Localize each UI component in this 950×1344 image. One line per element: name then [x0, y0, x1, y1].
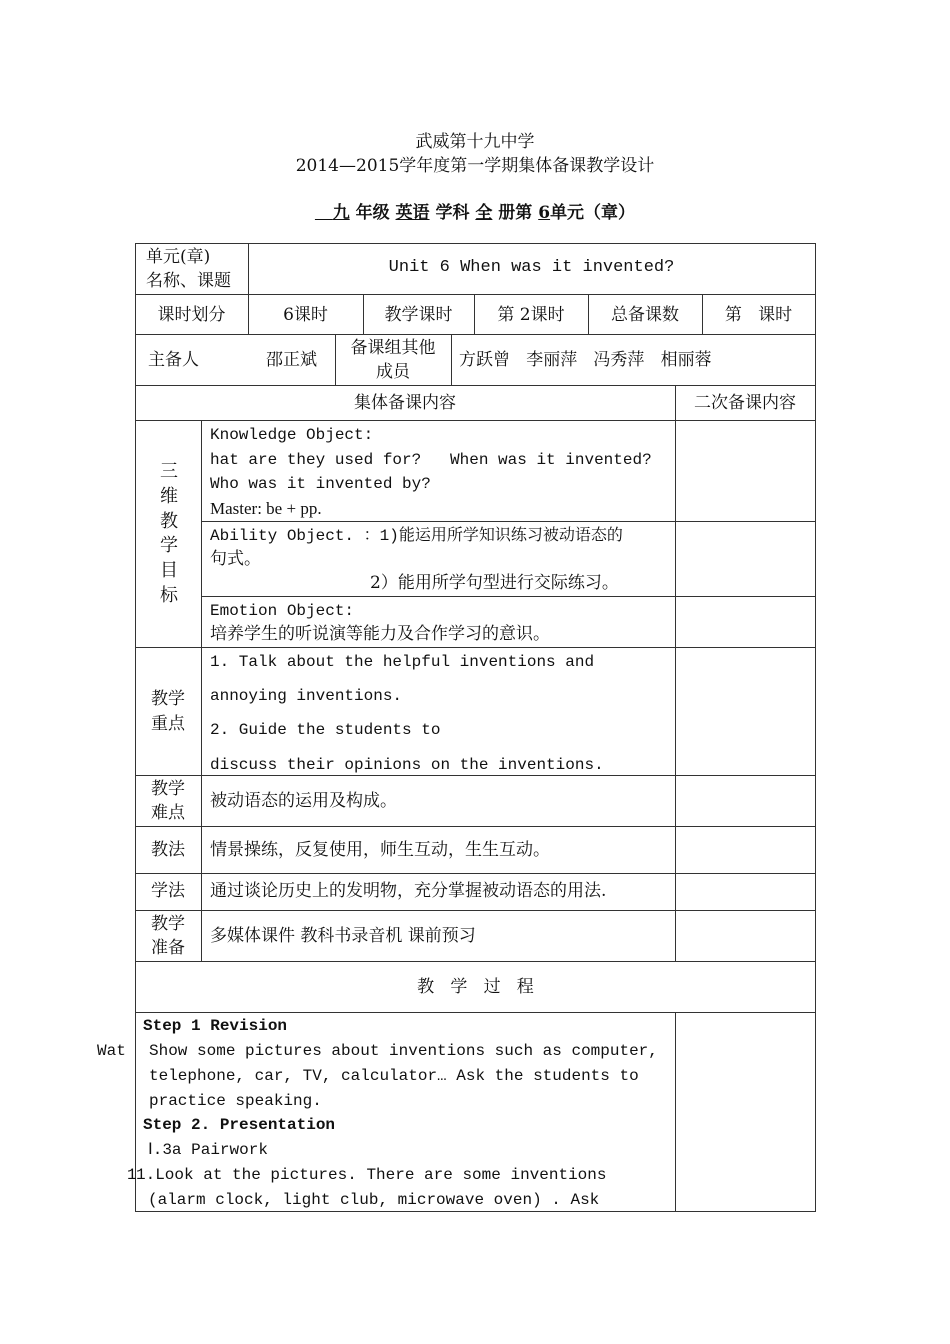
step1-heading: Step 1 Revision	[143, 1017, 288, 1035]
document-title: 2014—2015学年度第一学期集体备课教学设计	[295, 156, 655, 176]
ability-line3: 2）能用所学句型进行交际练习。	[370, 573, 619, 593]
unit-number: 6	[538, 203, 551, 223]
focus-label-line2: 重点	[151, 714, 185, 734]
table-line	[135, 1211, 816, 1212]
prep-label-line1: 教学	[151, 914, 185, 934]
difficulty-value: 被动语态的运用及构成。	[210, 791, 397, 811]
step2-heading: Step 2. Presentation	[143, 1116, 336, 1134]
volume-value: 全	[475, 203, 493, 223]
goals-label-char: 维	[160, 485, 178, 507]
total-label: 总备课数	[611, 305, 679, 325]
table-line	[135, 1012, 816, 1013]
prep-value: 多媒体课件 教科书录音机 课前预习	[210, 926, 476, 946]
subject-value: 英语	[395, 203, 430, 223]
table-line	[675, 385, 676, 961]
unit-title: Unit 6 When was it invented?	[388, 258, 675, 277]
table-line	[135, 826, 816, 827]
method-label: 教法	[151, 840, 185, 860]
knowledge-line: Who was it invented by?	[210, 475, 431, 493]
margin-note: Wat	[97, 1042, 126, 1060]
teach-period-label: 教学课时	[384, 305, 453, 325]
emotion-line1: Emotion Object:	[210, 602, 355, 620]
table-line	[135, 873, 816, 874]
table-line	[451, 334, 452, 385]
goals-label-char: 标	[160, 585, 178, 606]
teach-period-value: 第 2课时	[497, 305, 565, 325]
learning-label: 学法	[151, 881, 185, 901]
ability-line2: 句式。	[210, 549, 261, 569]
focus-line: 2. Guide the students to	[210, 721, 441, 739]
period-label: 课时划分	[157, 305, 226, 325]
table-line	[201, 420, 202, 961]
item-line1: 1.Look at the pictures. There are some inventions	[136, 1166, 607, 1184]
difficulty-label-line2: 难点	[151, 803, 185, 823]
method-value: 情景操练，反复使用，师生互动，生生互动。	[210, 840, 550, 860]
step1-line: practice speaking.	[149, 1092, 322, 1110]
prep-label-line2: 准备	[151, 938, 185, 958]
table-line	[135, 961, 816, 962]
process-title: 教 学 过 程	[417, 977, 534, 997]
focus-line: annoying inventions.	[210, 687, 403, 705]
table-line	[135, 385, 816, 386]
focus-line: 1. Talk about the helpful inventions and	[210, 653, 595, 671]
table-line	[135, 420, 816, 421]
main-preparer-label: 主备人	[148, 350, 199, 370]
table-line	[201, 596, 816, 597]
members-label-line1: 备课组其他	[350, 338, 436, 358]
focus-label-line1: 教学	[151, 689, 185, 709]
table-line	[135, 647, 816, 648]
period-value: 6课时	[283, 305, 328, 325]
members-value: 方跃曾 李丽萍 冯秀萍 相丽蓉	[459, 350, 712, 370]
main-preparer-value: 邵正斌	[266, 350, 317, 370]
focus-line: discuss their opinions on the inventions.	[210, 756, 604, 774]
learning-value: 通过谈论历史上的发明物，充分掌握被动语态的用法.	[210, 881, 607, 901]
unit-heading: 九 年级 英语 学科 全 册第 6单元（章）	[0, 198, 950, 223]
unit-label-line2: 名称、课题	[146, 271, 231, 291]
table-line	[135, 243, 816, 244]
step1-line: Show some pictures about inventions such as computer,	[149, 1042, 658, 1060]
unit-label-line1: 单元(章)	[146, 247, 211, 267]
collective-header: 集体备课内容	[354, 393, 456, 413]
grade-value: 九	[332, 203, 350, 223]
school-name: 武威第十九中学	[415, 132, 535, 152]
table-line	[675, 1012, 676, 1212]
step1-line: telephone, car, TV, calculator… Ask the students to	[149, 1067, 639, 1085]
table-line	[815, 243, 816, 1212]
item-number: 1	[127, 1166, 137, 1184]
knowledge-line: hat are they used for? When was it invented?	[210, 451, 652, 469]
total-value: 第 课时	[724, 305, 793, 325]
members-label-line2: 成员	[376, 362, 410, 382]
item-line2: (alarm clock, light club, microwave oven) . Ask	[148, 1191, 600, 1209]
goals-label-char: 目	[160, 560, 178, 582]
goals-label-char: 三	[160, 461, 178, 482]
knowledge-line: Knowledge Object:	[210, 426, 374, 444]
emotion-line2: 培养学生的听说演等能力及合作学习的意识。	[210, 624, 550, 644]
difficulty-label-line1: 教学	[151, 779, 185, 799]
pairwork-heading: Ⅰ.3a Pairwork	[148, 1141, 268, 1159]
secondary-header: 二次备课内容	[694, 393, 796, 413]
knowledge-master: Master: be + pp.	[210, 499, 322, 518]
ability-line1: Ability Object. ：1)能运用所学知识练习被动语态的	[210, 527, 623, 545]
table-line	[135, 294, 816, 295]
table-line	[135, 910, 816, 911]
goals-label-char: 教	[160, 510, 178, 532]
table-line	[201, 521, 816, 522]
table-line	[135, 334, 816, 335]
goals-label-char: 学	[160, 535, 178, 557]
